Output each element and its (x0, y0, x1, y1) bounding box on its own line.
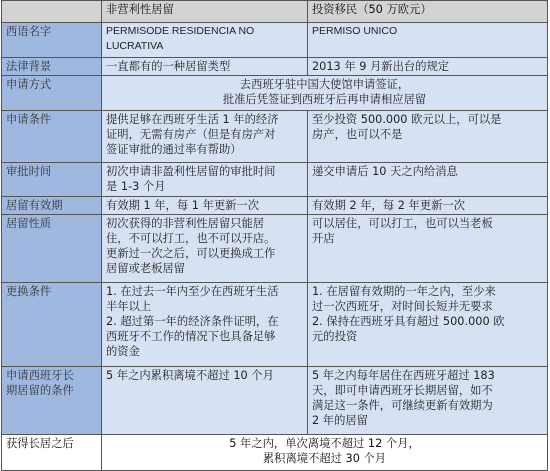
row-long-term-conditions (2, 367, 548, 435)
text-line: 开店 (312, 232, 335, 245)
text-line: 申请西班牙长 (6, 369, 74, 382)
value-nonprofit-approval-time (102, 163, 308, 197)
text-line: 初次申请非盈利性居留的审批时间 (106, 165, 276, 178)
text-line: 西班牙不工作的情况下也具备足够 (106, 330, 276, 343)
text-line: 2 年的居留 (312, 414, 368, 427)
text-line: 去西班牙驻中国大使馆申请签证， (239, 78, 410, 91)
row-renewal-conditions (2, 283, 548, 367)
value-investment-approval-time: 递交申请后 10 天之内给消息 (308, 163, 548, 197)
row-legal-background (2, 58, 548, 76)
label-long-term-conditions (2, 367, 102, 435)
label-application-conditions: 申请条件 (2, 111, 102, 163)
text-line: 天，即可申请西班牙长期居留，如不 (312, 384, 493, 397)
text-line: 至少投资 500.000 欧元以上，可以是 (312, 113, 502, 126)
row-after-long-term (2, 435, 548, 471)
text-line: 可以居住，可以打工，也可以当老板 (312, 217, 493, 230)
row-approval-time (2, 163, 548, 197)
text-line: 提供足够在西班牙生活 1 年的经济 (106, 113, 279, 126)
value-investment-validity: 有效期 2 年，每 2 年更新一次 (308, 197, 548, 215)
text-line: 批准后凭签证到西班牙后再申请相应居留 (222, 93, 427, 106)
text-line: 期居留的条件 (6, 384, 74, 397)
text-line: LUCRATIVA (106, 40, 164, 52)
value-investment-nature (308, 215, 548, 283)
text-line: 半年以上 (106, 300, 152, 313)
value-investment-conditions (308, 111, 548, 163)
value-investment-spanish-name: PERMISO UNICO (308, 23, 548, 58)
value-application-method (102, 76, 548, 111)
row-validity (2, 197, 548, 215)
label-spanish-name: 西语名字 (2, 23, 102, 58)
value-nonprofit-validity: 有效期 1 年，每 1 年更新一次 (102, 197, 308, 215)
value-after-long-term (102, 435, 548, 471)
value-nonprofit-conditions (102, 111, 308, 163)
label-residence-nature: 居留性质 (2, 215, 102, 283)
text-line: 元的投资 (312, 330, 358, 343)
text-line: 初次获得的非营利性居留只能居 (106, 217, 265, 230)
text-line: 5 年之内每年居住在西班牙超过 183 (312, 369, 495, 382)
text-line: 1. 在过去一年内至少在西班牙生活 (106, 285, 279, 298)
text-line: 签证审批的通过率有帮助） (106, 143, 242, 156)
header-nonprofit: 非营利性居留 (102, 1, 308, 23)
value-investment-renewal (308, 283, 548, 367)
text-line: 更新过一次之后，可以更换成工作 (106, 247, 276, 260)
row-spanish-name (2, 23, 548, 58)
text-line: 房产，也可以不是 (312, 128, 403, 141)
value-nonprofit-long-term: 5 年之内累积离境不超过 10 个月 (102, 367, 308, 435)
row-application-conditions (2, 111, 548, 163)
value-nonprofit-nature (102, 215, 308, 283)
label-legal-background: 法律背景 (2, 58, 102, 76)
text-line: 1. 在居留有效期的一年之内，至少来 (312, 285, 496, 298)
label-approval-time: 审批时间 (2, 163, 102, 197)
label-application-method: 申请方式 (2, 76, 102, 111)
comparison-table (1, 0, 548, 471)
text-line: 居留或老板居留 (106, 262, 186, 275)
header-row (2, 1, 548, 23)
text-line: 是 1-3 个月 (106, 180, 166, 193)
text-line: PERMISODE RESIDENCIA NO (106, 25, 255, 37)
header-investment: 投资移民（50 万欧元） (308, 1, 548, 23)
text-line: 累积离境不超过 30 个月 (262, 452, 387, 465)
value-investment-legal-background: 2013 年 9 月新出台的规定 (308, 58, 548, 76)
value-nonprofit-legal-background: 一直都有的一种居留类型 (102, 58, 308, 76)
row-application-method (2, 76, 548, 111)
value-investment-long-term (308, 367, 548, 435)
text-line: 2. 保持在西班牙具有超过 500.000 欧 (312, 315, 505, 328)
row-residence-nature (2, 215, 548, 283)
text-line: 5 年之内，单次离境不超过 12 个月， (229, 437, 420, 450)
header-corner-cell (2, 1, 102, 23)
text-line: 的资金 (106, 345, 140, 358)
value-nonprofit-renewal (102, 283, 308, 367)
label-after-long-term: 获得长居之后 (2, 435, 102, 471)
label-renewal-conditions: 更换条件 (2, 283, 102, 367)
text-line: 2. 超过第一年的经济条件证明，在 (106, 315, 279, 328)
text-line: 证明，无需有房产（但是有房产对 (106, 128, 276, 141)
text-line: 满足这一条件，可继续更新有效期为 (312, 399, 493, 412)
label-validity: 居留有效期 (2, 197, 102, 215)
value-nonprofit-spanish-name (102, 23, 308, 58)
text-line: 住，不可以打工，也不可以开店。 (106, 232, 276, 245)
text-line: 过一次西班牙，对时间长短并无要求 (312, 300, 493, 313)
